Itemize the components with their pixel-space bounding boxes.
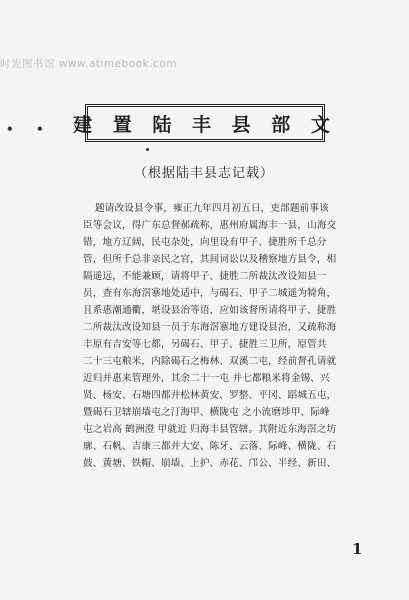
text-line: 错，地方辽阔，民屯杂处，向里设有甲子、捷胜所千总分: [83, 237, 327, 248]
decorative-dot: [146, 148, 149, 151]
text-line: 近归并惠来管理外，其余二十一屯 并七都粮米将金锡、兴: [83, 373, 330, 384]
watermark: 时光图书馆 www.atimebook.com: [0, 58, 177, 70]
text-line: 二所裁汰改设知县一员于东海滘寨地方建设县治，又疏称海: [83, 322, 337, 333]
text-line: 廓、石帆、吉康三都并大安、陈牙、云落、际峰、横陇、石: [83, 441, 337, 452]
text-line: 隔遥远，不能兼顾，请将甲子、捷胜二所裁汰改设知县一: [83, 271, 327, 282]
text-line: 暨碣石卫辖崩墙屯之汀海甲、横陇屯 之小流磨埗甲、际峰: [83, 407, 330, 418]
title-box: [73, 104, 337, 142]
text-line: 鼓、黄塘、铁帽、崩墙、上护、赤花、邝公、半经、新田、: [83, 458, 337, 469]
text-line: 题请改设县令事，雍正九年四月初五日，吏部题前事该: [95, 203, 329, 214]
text-line: 且系惠潮通衢，堪设县治等语，应如该督所请将甲子、捷胜: [83, 305, 337, 316]
subtitle: （根据陆丰县志记载）: [134, 166, 275, 181]
text-line: 臣等会议，得广东总督郝疏称，惠州府属海丰一县，山海交: [83, 220, 337, 231]
text-line: 屯之岩高 鹤洲澄 甲就近 归海丰县管辖。其附近东海滘之坊: [83, 424, 337, 435]
margin-mark: •: [36, 122, 44, 136]
text-line: 二十三屯粮米，内除碣石之梅林、双溪二屯，经前督孔请就: [83, 356, 337, 367]
margin-mark: •: [6, 122, 14, 136]
page-title: 建 置 陆 丰 县 部 文: [73, 113, 337, 136]
text-line: 贤、杨安、石塘四都并松林黄安、罗整、平冈、蹈城五屯，: [83, 390, 337, 401]
text-line: 管，但所千总非亲民之官，其间词讼以及稽察地方县令，相: [83, 254, 337, 265]
text-line: 丰原有吉安等七都，另碣石、甲子、捷胜三卫所，原管共: [83, 339, 327, 350]
page-number: 1: [352, 540, 363, 558]
text-line: 员，查有东海滘寨地处适中，与碣石、甲子二城遥为犄角，: [83, 288, 337, 299]
body-paragraph: [83, 200, 371, 472]
